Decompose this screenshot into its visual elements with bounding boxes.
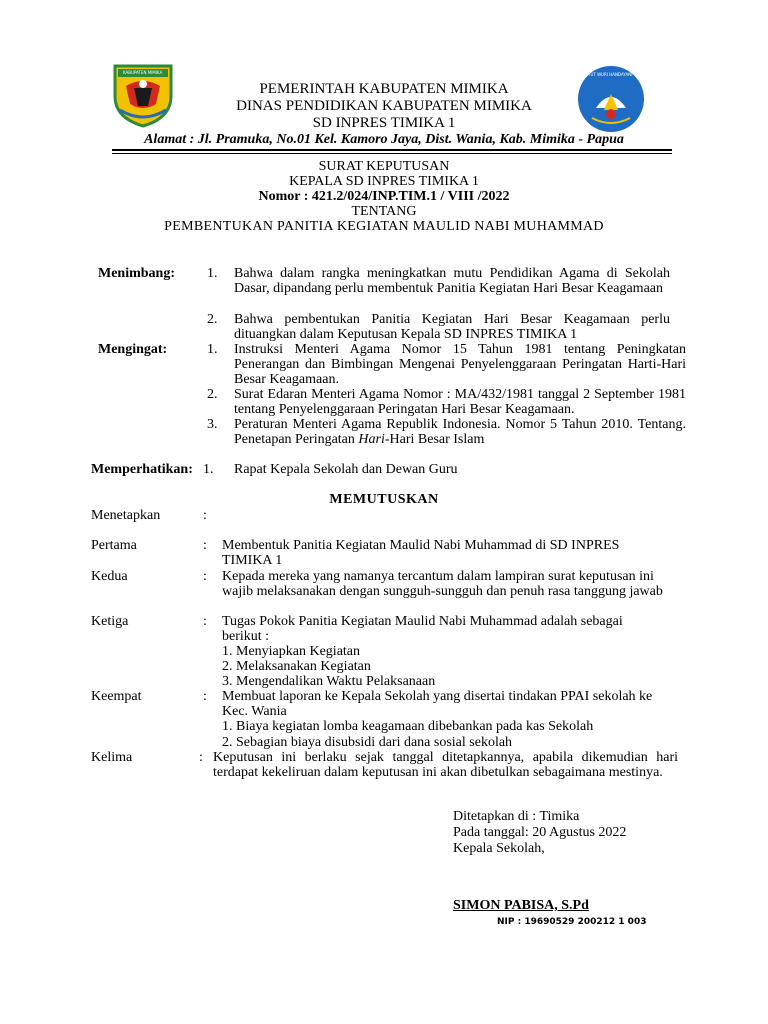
signature-place: Ditetapkan di : Timika xyxy=(453,809,580,824)
kedua-colon: : xyxy=(203,569,207,584)
mengingat-item-1: Instruksi Menteri Agama Nomor 15 Tahun 1981 tentang Peningkatan Penerangan dan Bimbingan Mengenai Penyelenggaraan Peringatan Harti-Hari Besar Keagamaan. xyxy=(234,342,686,387)
mengingat-num-2: 2. xyxy=(207,387,218,402)
mengingat-item-3-text-end: -Hari Besar Islam xyxy=(384,432,485,447)
ketiga-list-item-2: 2. Melaksanakan Kegiatan xyxy=(222,659,371,674)
menimbang-item-2: Bahwa pembentukan Panitia Kegiatan Hari Besar Keagamaan perlu dituangkan dalam Keputusan Kepala SD INPRES TIMIKA 1 xyxy=(234,312,670,342)
signature-name: SIMON PABISA, S.Pd xyxy=(453,898,589,913)
ketiga-list-item-1: 1. Menyiapkan Kegiatan xyxy=(222,644,361,659)
ketiga-label: Ketiga xyxy=(91,614,129,629)
pertama-colon: : xyxy=(203,538,207,553)
menimbang-num-1: 1. xyxy=(207,266,218,281)
mengingat-label: Mengingat: xyxy=(98,342,168,357)
memperhatikan-item: Rapat Kepala Sekolah dan Dewan Guru xyxy=(234,462,458,477)
signature-date: Pada tanggal: 20 Agustus 2022 xyxy=(453,825,627,840)
ketiga-colon: : xyxy=(203,614,207,629)
title-nomor: Nomor : 421.2/024/INP.TIM.1 / VIII /2022 xyxy=(258,189,510,204)
mengingat-item-2: Surat Edaran Menteri Agama Nomor : MA/432/1981 tanggal 2 September 1981 tentang Penyelenggaraan Peringatan Hari Besar Keagamaan. xyxy=(234,387,686,417)
memperhatikan-num: 1. xyxy=(203,462,214,477)
header-line-3: SD INPRES TIMIKA 1 xyxy=(312,115,456,131)
title-perihal: PEMBENTUKAN PANITIA KEGIATAN MAULID NABI MUHAMMAD xyxy=(164,219,604,234)
kedua-text: Kepada mereka yang namanya tercantum dalam lampiran surat keputusan ini wajib melaksanakan dengan sungguh-sungguh dan penuh rasa tanggung jawab xyxy=(222,569,663,599)
title-surat-keputusan: SURAT KEPUTUSAN xyxy=(318,159,450,174)
header-line-2: DINAS PENDIDIKAN KABUPATEN MIMIKA xyxy=(236,98,532,114)
tut-wuri-lettering: TUT WURI HANDAYANI xyxy=(588,72,633,77)
kelima-colon: : xyxy=(199,750,203,765)
title-kepala: KEPALA SD INPRES TIMIKA 1 xyxy=(289,174,479,189)
pertama-text: Membentuk Panitia Kegiatan Maulid Nabi Muhammad di SD INPRES TIMIKA 1 xyxy=(222,538,620,568)
kelima-label: Kelima xyxy=(91,750,133,765)
signature-nip: NIP : 19690529 200212 1 003 xyxy=(497,917,647,927)
signature-position: Kepala Sekolah, xyxy=(453,841,545,856)
keempat-label: Keempat xyxy=(91,689,142,704)
keempat-text: Membuat laporan ke Kepala Sekolah yang disertai tindakan PPAI sekolah ke Kec. Wania xyxy=(222,689,653,719)
header-line-1: PEMERINTAH KABUPATEN MIMIKA xyxy=(259,81,509,97)
menimbang-item-1: Bahwa dalam rangka meningkatkan mutu Pendidikan Agama di Sekolah Dasar, dipandang perlu membentuk Panitia Kegiatan Hari Besar Keagamaan xyxy=(234,266,670,296)
menimbang-label: Menimbang: xyxy=(98,266,175,281)
mengingat-num-1: 1. xyxy=(207,342,218,357)
mengingat-item-3-text: Peraturan Menteri Agama Republik Indonesia. Nomor 5 Tahun 2010. Tentang. Penetapan Peringatan xyxy=(234,417,686,447)
menimbang-num-2: 2. xyxy=(207,312,218,327)
mengingat-num-3: 3. xyxy=(207,417,218,432)
menetapkan-label: Menetapkan xyxy=(91,508,161,523)
keempat-list-item-2: 2. Sebagian biaya disubsidi dari dana sosial sekolah xyxy=(222,735,513,750)
menetapkan-colon: : xyxy=(203,508,207,523)
kelima-text: Keputusan ini berlaku sejak tanggal ditetapkannya, apabila dikemudian hari terdapat kekeliruan dalam keputusan ini akan dibetulkan sebagaimana mestinya. xyxy=(213,750,678,780)
mengingat-item-3-italic: Hari xyxy=(358,432,385,447)
memutuskan-heading: MEMUTUSKAN xyxy=(329,492,439,507)
header-rule-thin xyxy=(112,153,672,154)
mengingat-item-3 xyxy=(234,417,686,447)
keempat-colon: : xyxy=(203,689,207,704)
ketiga-list-item-3: 3. Mengendalikan Waktu Pelaksanaan xyxy=(222,674,436,689)
header-address: Alamat : Jl. Pramuka, No.01 Kel. Kamoro Jaya, Dist. Wania, Kab. Mimika - Papua xyxy=(144,132,624,147)
memperhatikan-label: Memperhatikan: xyxy=(91,462,193,477)
header-rule-thick xyxy=(112,149,672,151)
logo-lettering: KABUPATEN MIMIKA xyxy=(123,70,163,75)
tut-wuri-handayani-logo xyxy=(576,64,646,134)
ketiga-text: Tugas Pokok Panitia Kegiatan Maulid Nabi Muhammad adalah sebagai berikut : xyxy=(222,614,623,644)
title-tentang: TENTANG xyxy=(351,204,417,219)
kedua-label: Kedua xyxy=(91,569,128,584)
pertama-label: Pertama xyxy=(91,538,137,553)
keempat-list-item-1: 1. Biaya kegiatan lomba keagamaan dibebankan pada kas Sekolah xyxy=(222,719,594,734)
